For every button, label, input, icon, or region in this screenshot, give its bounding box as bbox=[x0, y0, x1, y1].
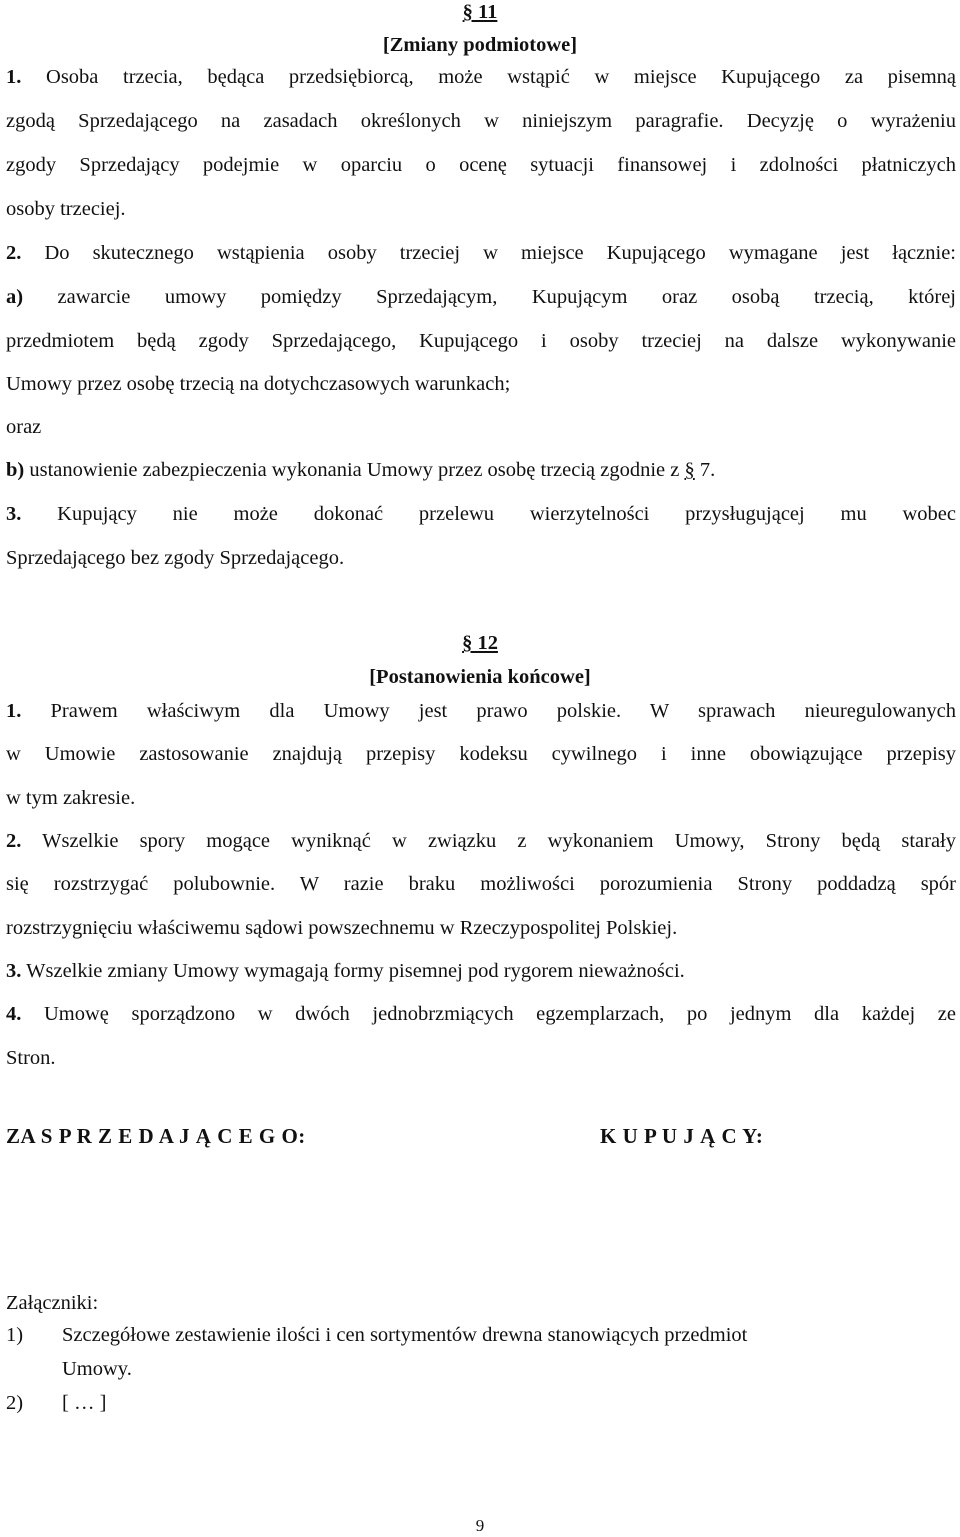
s12-p3-number: 3. bbox=[6, 960, 22, 982]
s11-item-a-line2: przedmiotem będą zgody Sprzedającego, Kupującego i osoby trzeciej na dalsze wykonywanie bbox=[6, 330, 956, 352]
s12-p4-line2: Stron. bbox=[6, 1047, 56, 1069]
s11-p3-line2: Sprzedającego bez zgody Sprzedającego. bbox=[6, 547, 345, 569]
s12-p1-line1: 1. Prawem właściwym dla Umowy jest prawo polskie. W sprawach nieuregulowanych bbox=[6, 700, 956, 722]
section-11-title: [Zmiany podmiotowe] bbox=[382, 34, 578, 56]
s12-p4-line1: 4. Umowę sporządzono w dwóch jednobrzmiących egzemplarzach, po jednym dla każdej ze bbox=[6, 1003, 957, 1025]
s12-p1-line3: w tym zakresie. bbox=[6, 787, 136, 809]
attachment-1-line2: Umowy. bbox=[62, 1358, 132, 1380]
seller-signature-label: ZA S P R Z E D A J Ą C E G O: bbox=[6, 1124, 306, 1148]
page-number: 9 bbox=[475, 1516, 485, 1535]
s12-p1-line2: w Umowie zastosowanie znajdują przepisy kodeksu cywilnego i inne obowiązujące przepisy bbox=[6, 743, 956, 765]
s11-p1-line4: osoby trzeciej. bbox=[6, 198, 126, 220]
buyer-signature-label: K U P U J Ą C Y: bbox=[600, 1124, 764, 1148]
s12-p2-line1: 2. Wszelkie spory mogące wyniknąć w związku z wykonaniem Umowy, Strony będą starały bbox=[6, 830, 956, 852]
attachment-1-number: 1) bbox=[6, 1324, 24, 1346]
section-12-number: § 12 bbox=[462, 632, 498, 654]
s11-p1-line2: zgodą Sprzedającego na zasadach określonych w niniejszym paragrafie. Decyzję o wyrażeniu bbox=[6, 110, 956, 132]
attachment-1-line1: Szczegółowe zestawienie ilości i cen sortymentów drewna stanowiących przedmiot bbox=[62, 1324, 748, 1346]
section-11-number: § 11 bbox=[462, 1, 498, 23]
s12-p3-line1: 3. Wszelkie zmiany Umowy wymagają formy pisemnej pod rygorem nieważności. bbox=[6, 960, 685, 982]
s12-p4-number: 4. bbox=[6, 1003, 22, 1025]
s11-p1-number: 1. bbox=[6, 66, 22, 88]
s12-p2-line3: rozstrzygnięciu właściwemu sądowi powszechnemu w Rzeczypospolitej Polskiej. bbox=[6, 917, 678, 939]
s11-p1-line1: 1. Osoba trzecia, będąca przedsiębiorcą, może wstąpić w miejsce Kupującego za pisemną bbox=[6, 66, 956, 88]
s11-p1-line3: zgody Sprzedający podejmie w oparciu o ocenę sytuacji finansowej i zdolności płatniczych bbox=[6, 154, 956, 176]
attachment-2-line1: [ … ] bbox=[62, 1392, 107, 1414]
s11-p2-line1: 2. Do skutecznego wstąpienia osoby trzeciej w miejsce Kupującego wymagane jest łącznie: bbox=[6, 242, 956, 264]
s11-p3-number: 3. bbox=[6, 503, 22, 525]
s11-item-a-line3: Umowy przez osobę trzecią na dotychczasowych warunkach; bbox=[6, 373, 511, 395]
s11-p3-line1: 3. Kupujący nie może dokonać przelewu wierzytelności przysługującej mu wobec bbox=[6, 503, 956, 525]
paragraph-ref: § bbox=[684, 459, 695, 481]
s11-item-b-line1: b) ustanowienie zabezpieczenia wykonania Umowy przez osobę trzecią zgodnie z § 7. bbox=[6, 459, 716, 481]
attachment-2-number: 2) bbox=[6, 1392, 24, 1414]
s12-p2-line2: się rozstrzygać polubownie. W razie braku możliwości porozumienia Strony poddadzą spór bbox=[6, 873, 956, 895]
s12-p1-number: 1. bbox=[6, 700, 22, 722]
s12-p2-number: 2. bbox=[6, 830, 22, 852]
s11-item-a-label: a) bbox=[6, 286, 24, 308]
s11-item-a-line1: a) zawarcie umowy pomiędzy Sprzedającym, Kupującym oraz osobą trzecią, której bbox=[6, 286, 956, 308]
s11-oraz: oraz bbox=[6, 416, 42, 438]
s11-item-b-label: b) bbox=[6, 459, 25, 481]
section-12-title: [Postanowienia końcowe] bbox=[369, 666, 591, 688]
s11-p2-number: 2. bbox=[6, 242, 22, 264]
attachments-heading: Załączniki: bbox=[6, 1292, 99, 1314]
